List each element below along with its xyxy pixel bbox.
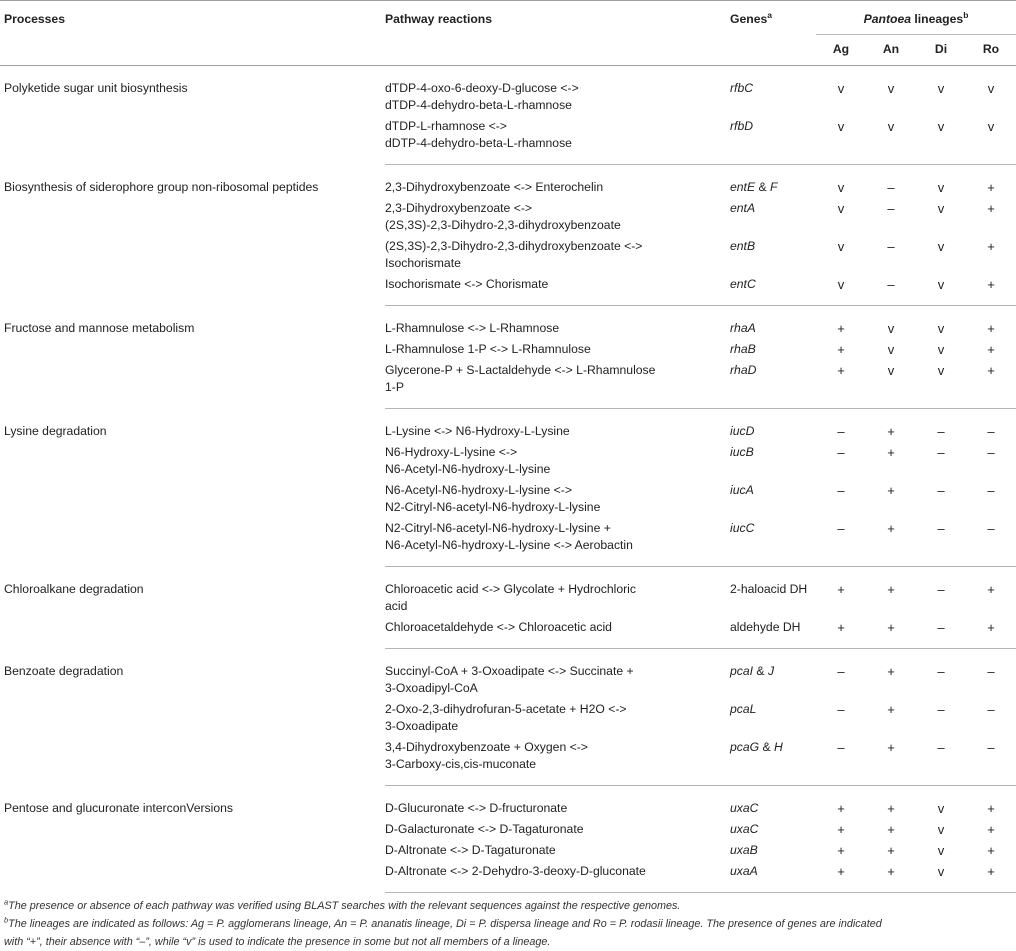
gene-tail: J (767, 664, 775, 678)
lineage-mark: v (937, 342, 945, 357)
lineage-mark: – (937, 483, 945, 498)
footnote-b: $^b$The lineages are indicated as follows: Ag = P. agglomerans lineage, An = P. ananatis lineage, Di = P. dispersa lineage and Ro = P. rodasii lineage. The presence of genes are indicated with “+”, their absence with “–”, while “v” is used to indicate the presence in some but not all members of a lineage. (4, 915, 882, 948)
pathway-reaction (385, 649, 730, 702)
table-row (0, 786, 1016, 822)
lineage-mark: + (866, 739, 916, 786)
lineage-mark: – (937, 445, 945, 460)
pathway-reaction (385, 118, 730, 165)
lineage-mark: + (987, 180, 995, 195)
pathway-reaction (385, 66, 730, 119)
reaction-line: Isochorismate <-> Chorismate (385, 277, 549, 291)
pathway-reaction (385, 842, 730, 863)
lineage-mark: + (837, 582, 845, 597)
lineage-mark: + (866, 520, 916, 567)
gene-name (730, 444, 816, 482)
lineage-mark: + (837, 321, 845, 336)
lineage-mark: + (866, 619, 916, 649)
lineage-mark: – (916, 619, 966, 649)
lineage-mark: – (837, 483, 845, 498)
gene-italic: uxaC (730, 822, 759, 836)
lineage-mark: + (837, 342, 845, 357)
pathway-reaction (385, 444, 730, 482)
lineage-mark: – (966, 739, 1016, 786)
table-body (0, 66, 1016, 893)
pathway-reaction (385, 165, 730, 201)
lineage-mark: + (966, 863, 1016, 893)
table-row (0, 66, 1016, 119)
lineage-mark: + (987, 801, 995, 816)
lineage-mark: v (937, 201, 945, 216)
process-name: Lysine degradation (4, 423, 107, 438)
lineage-mark: + (987, 843, 995, 858)
gene-italic: iucB (730, 445, 754, 459)
lineage-mark: – (987, 445, 995, 460)
reaction-line: N6-Acetyl-N6-hydroxy-L-lysine <-> Aerobactin (385, 538, 633, 552)
header-lineage-ag: Ag (832, 42, 850, 56)
gene-italic: rhaD (730, 363, 757, 377)
reaction-line: dTDP-L-rhamnose <-> (385, 119, 507, 133)
reaction-line: Chloroacetaldehyde <-> Chloroacetic acid (385, 620, 612, 634)
reaction-line: D-Altronate <-> D-Tagaturonate (385, 843, 556, 857)
lineage-mark: – (837, 424, 845, 439)
lineage-mark: – (837, 664, 845, 679)
gene-name (730, 619, 816, 649)
lineage-mark: – (987, 664, 995, 679)
lineage-mark: + (887, 424, 895, 439)
lineage-mark: + (887, 702, 895, 717)
gene-italic: iucA (730, 483, 754, 497)
gene-italic: pcaG (730, 740, 760, 754)
lineage-mark: + (887, 483, 895, 498)
lineage-mark: – (816, 739, 866, 786)
lineage-mark: v (837, 180, 845, 195)
gene-italic: entC (730, 277, 756, 291)
reaction-line: 3-Oxoadipyl-CoA (385, 681, 478, 695)
gene-rest: & (755, 180, 770, 194)
lineage-mark: – (937, 424, 945, 439)
pathway-reaction (385, 276, 730, 306)
lineage-mark: + (887, 664, 895, 679)
pathway-reaction (385, 409, 730, 445)
pathway-reaction (385, 739, 730, 786)
lineage-mark: v (916, 118, 966, 165)
pathway-reaction (385, 200, 730, 238)
reaction-line: Isochorismate (385, 256, 461, 270)
header-lineages: Pantoea lineages$^b$ (816, 1, 1016, 35)
lineage-mark: + (987, 822, 995, 837)
lineage-mark: – (887, 239, 895, 254)
pathway-reaction (385, 821, 730, 842)
lineage-mark: v (937, 81, 945, 96)
lineage-mark: – (937, 702, 945, 717)
gene-name (730, 482, 816, 520)
lineage-mark: + (837, 801, 845, 816)
pathway-reaction (385, 520, 730, 567)
footnotes (4, 897, 1012, 951)
reaction-line: (2S,3S)-2,3-Dihydro-2,3-dihydroxybenzoate (385, 218, 621, 232)
lineage-mark: – (887, 201, 895, 216)
lineage-mark: – (837, 702, 845, 717)
reaction-line: 2,3-Dihydroxybenzoate <-> Enterochelin (385, 180, 604, 194)
lineage-mark: – (937, 582, 945, 597)
gene-rest: aldehyde DH (730, 620, 801, 634)
header-pathway-reactions: Pathway reactions (385, 12, 493, 26)
gene-name (730, 567, 816, 620)
process-name: Benzoate degradation (4, 663, 124, 678)
lineage-mark: v (937, 843, 945, 858)
gene-name (730, 66, 816, 119)
gene-italic: rhaA (730, 321, 756, 335)
pathway-reaction (385, 482, 730, 520)
lineage-mark: v (966, 118, 1016, 165)
lineage-mark: – (987, 483, 995, 498)
gene-italic: rhaB (730, 342, 756, 356)
lineage-mark: + (887, 822, 895, 837)
reaction-line: L-Rhamnulose 1-P <-> L-Rhamnulose (385, 342, 591, 356)
lineage-mark: + (816, 863, 866, 893)
gene-name (730, 276, 816, 306)
pathway-reaction (385, 341, 730, 362)
reaction-line: D-Altronate <-> 2-Dehydro-3-deoxy-D-gluconate (385, 864, 646, 878)
lineage-mark: + (987, 321, 995, 336)
gene-name (730, 362, 816, 409)
header-genes: Genes$^a$ (730, 9, 772, 26)
reaction-line: N2-Citryl-N6-acetyl-N6-hydroxy-L-lysine (385, 500, 601, 514)
lineage-mark: – (866, 276, 916, 306)
lineage-mark: v (987, 81, 995, 96)
gene-name (730, 520, 816, 567)
gene-name (730, 701, 816, 739)
pathway-reaction (385, 238, 730, 276)
lineage-mark: + (866, 863, 916, 893)
header-lineage-ro: Ro (982, 42, 1000, 56)
gene-italic: rfbD (730, 119, 754, 133)
lineage-mark: + (987, 342, 995, 357)
table-row (0, 306, 1016, 342)
gene-tail: F (769, 180, 778, 194)
reaction-line: Chloroacetic acid <-> Glycolate + Hydrochloric (385, 582, 636, 596)
lineage-mark: v (937, 239, 945, 254)
gene-tail: H (774, 740, 783, 754)
pathway-reaction (385, 701, 730, 739)
header-lineage-di: Di (934, 42, 948, 56)
pathway-reaction (385, 863, 730, 893)
table-row (0, 649, 1016, 702)
process-name: Chloroalkane degradation (4, 581, 144, 596)
lineage-mark: v (887, 342, 895, 357)
reaction-line: acid (385, 599, 408, 613)
process-name: Pentose and glucuronate interconVersions (4, 800, 234, 815)
gene-name (730, 649, 816, 702)
gene-name (730, 200, 816, 238)
footnote-a: $^a$The presence or absence of each pathway was verified using BLAST searches with the relevant sequences against the respective genomes. (4, 897, 681, 912)
lineage-mark: v (937, 801, 945, 816)
gene-name (730, 842, 816, 863)
lineage-mark: v (937, 321, 945, 336)
reaction-line: 2,3-Dihydroxybenzoate <-> (385, 201, 533, 215)
gene-name (730, 409, 816, 445)
table-row (0, 165, 1016, 201)
reaction-line: 3,4-Dihydroxybenzoate + Oxygen <-> (385, 740, 588, 754)
header-processes: Processes (4, 12, 65, 26)
reaction-line: Succinyl-CoA + 3-Oxoadipate <-> Succinate + (385, 664, 634, 678)
gene-name (730, 821, 816, 842)
pathway-reaction (385, 306, 730, 342)
reaction-line: Glycerone-P + S-Lactaldehyde <-> L-Rhamnulose (385, 363, 656, 377)
gene-name (730, 739, 816, 786)
gene-name (730, 306, 816, 342)
table-row (0, 567, 1016, 620)
lineage-mark: – (966, 520, 1016, 567)
reaction-line: D-Galacturonate <-> D-Tagaturonate (385, 822, 584, 836)
reaction-line: 1-P (385, 380, 404, 394)
gene-italic: uxaB (730, 843, 758, 857)
reaction-line: N2-Citryl-N6-acetyl-N6-hydroxy-L-lysine + (385, 521, 611, 535)
lineage-mark: + (887, 801, 895, 816)
gene-italic: uxaA (730, 864, 758, 878)
reaction-line: (2S,3S)-2,3-Dihydro-2,3-dihydroxybenzoate <-> (385, 239, 643, 253)
lineage-mark: + (887, 445, 895, 460)
reaction-line: L-Rhamnulose <-> L-Rhamnose (385, 321, 560, 335)
lineage-mark: + (987, 201, 995, 216)
gene-italic: uxaC (730, 801, 759, 815)
pathway-reaction (385, 619, 730, 649)
lineage-mark: v (887, 81, 895, 96)
gene-italic: pcaI (730, 664, 754, 678)
gene-name (730, 238, 816, 276)
gene-rest: & (753, 664, 768, 678)
lineage-mark: + (987, 582, 995, 597)
lineage-mark: – (887, 180, 895, 195)
lineage-mark: + (887, 582, 895, 597)
lineage-mark: v (837, 81, 845, 96)
reaction-line: dTDP-4-dehydro-beta-L-rhamnose (385, 98, 572, 112)
lineage-mark: v (816, 118, 866, 165)
reaction-line: D-Glucuronate <-> D-fructuronate (385, 801, 568, 815)
lineage-mark: v (816, 276, 866, 306)
gene-name (730, 863, 816, 893)
gene-italic: iucD (730, 424, 755, 438)
gene-name (730, 118, 816, 165)
lineage-mark: + (966, 276, 1016, 306)
reaction-line: N6-Hydroxy-L-lysine <-> (385, 445, 518, 459)
lineage-mark: v (937, 180, 945, 195)
lineage-mark: v (866, 362, 916, 409)
lineage-mark: v (837, 239, 845, 254)
lineage-mark: + (837, 843, 845, 858)
pathway-reaction (385, 786, 730, 822)
reaction-line: 3-Carboxy-cis,cis-muconate (385, 757, 537, 771)
gene-italic: entA (730, 201, 756, 215)
gene-name (730, 786, 816, 822)
reaction-line: L-Lysine <-> N6-Hydroxy-L-Lysine (385, 424, 570, 438)
reaction-line: N6-Acetyl-N6-hydroxy-L-lysine <-> (385, 483, 572, 497)
gene-name (730, 165, 816, 201)
reaction-line: 3-Oxoadipate (385, 719, 459, 733)
lineage-mark: – (987, 702, 995, 717)
lineage-mark: + (966, 619, 1016, 649)
process-name: Biosynthesis of siderophore group non-ribosomal peptides (4, 179, 319, 194)
gene-italic: rfbC (730, 81, 754, 95)
lineage-mark: + (887, 843, 895, 858)
process-name: Polyketide sugar unit biosynthesis (4, 81, 188, 95)
lineage-mark: + (966, 362, 1016, 409)
lineage-mark: v (837, 201, 845, 216)
lineage-mark: – (837, 445, 845, 460)
lineage-mark: – (916, 520, 966, 567)
reaction-line: dDTP-4-dehydro-beta-L-rhamnose (385, 136, 572, 150)
lineage-mark: v (866, 118, 916, 165)
lineage-mark: – (816, 520, 866, 567)
reaction-line: 2-Oxo-2,3-dihydrofuran-5-acetate + H2O <-> (385, 702, 627, 716)
lineage-mark: – (937, 664, 945, 679)
lineage-mark: v (916, 863, 966, 893)
pathway-reaction (385, 567, 730, 620)
lineage-mark: v (887, 321, 895, 336)
header-row (0, 1, 1016, 35)
pathway-reaction (385, 362, 730, 409)
gene-rest: 2-haloacid DH (730, 582, 808, 596)
lineage-mark: v (916, 362, 966, 409)
lineage-mark: + (837, 822, 845, 837)
gene-rest: & (759, 740, 775, 754)
lineage-mark: + (987, 239, 995, 254)
reaction-line: dTDP-4-oxo-6-deoxy-D-glucose <-> (385, 81, 579, 95)
lineage-mark: – (916, 739, 966, 786)
lineage-mark: v (937, 822, 945, 837)
header-lineage-an: An (882, 42, 900, 56)
gene-italic: entB (730, 239, 756, 253)
gene-name (730, 341, 816, 362)
lineage-mark: + (816, 362, 866, 409)
gene-italic: pcaL (730, 702, 757, 716)
table-row (0, 409, 1016, 445)
reaction-line: N6-Acetyl-N6-hydroxy-L-lysine (385, 462, 551, 476)
process-name: Fructose and mannose metabolism (4, 320, 195, 335)
lineage-mark: – (987, 424, 995, 439)
gene-italic: entE (730, 180, 756, 194)
lineage-mark: + (816, 619, 866, 649)
lineage-mark: v (916, 276, 966, 306)
gene-italic: iucC (730, 521, 755, 535)
